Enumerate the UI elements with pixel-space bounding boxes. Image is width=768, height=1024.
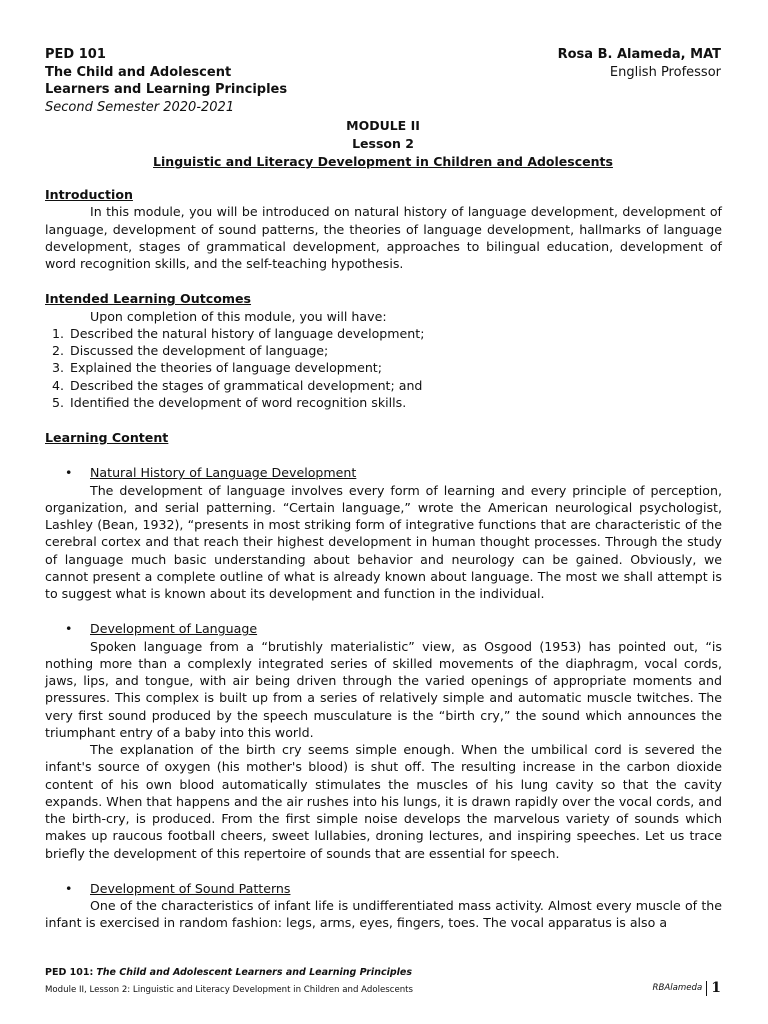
introduction-paragraph: In this module, you will be introduced on natural history of language development, development of language, development of sound patterns, the theories of language development, hallmarks of language development, stages of grammatical development, approaches to bilingual education, development of word recognition skills, and the self-teaching hypothesis. (45, 204, 722, 271)
section-title: Natural History of Language Development (90, 465, 357, 481)
outcomes-heading: Intended Learning Outcomes (45, 291, 252, 307)
section-heading-sound-patterns (45, 880, 722, 897)
lesson-topic: Linguistic and Literacy Development in Children and Adolescents (153, 154, 613, 169)
footer-module-line: Module II, Lesson 2: Linguistic and Literacy Development in Children and Adolescents (45, 985, 414, 995)
author-header (558, 46, 721, 81)
module-title: MODULE II (346, 118, 420, 133)
outcome-item: 1. Described the natural history of language development; (68, 325, 722, 342)
footer-divider (706, 981, 707, 996)
author-name: Rosa B. Alameda, MAT (557, 47, 721, 62)
outcomes-list (45, 325, 722, 411)
section-paragraph: One of the characteristics of infant life is undifferentiated mass activity. Almost every muscle of the infant is exercised in random fashion: legs, arms, eyes, fingers, toes. The vocal apparatus is also a (45, 898, 722, 931)
page-number-block (652, 980, 721, 996)
section-paragraph: The development of language involves every form of learning and every principle of perception, organization, and serial patterning. “Certain language,” wrote the American neurological psychologist, Lashley (Bean, 1932), “presents in most striking form of integrative functions that are characteristic of the cerebral cortex and that reach their highest development in human thought processes. Through the study of language much basic understanding about behavior and neurology can be gained. Obviously, we cannot present a complete outline of what is already known about language. The most we shall attempt is to suggest what is known about its development and function in the individual. (45, 482, 722, 601)
section-title: Development of Language (90, 621, 258, 637)
section-title: Development of Sound Patterns (90, 880, 291, 896)
footer-course-line (45, 966, 721, 979)
outcome-item: 3. Explained the theories of language development; (68, 359, 722, 376)
bullet-icon: • (65, 465, 73, 481)
document-body (45, 186, 722, 932)
footer-course-code: PED 101: (45, 967, 94, 978)
section-heading-natural-history (45, 464, 722, 481)
course-title-line-1: The Child and Adolescent (45, 64, 232, 80)
outcome-item: 2. Discussed the development of language; (68, 342, 722, 359)
course-code: PED 101 (45, 47, 106, 62)
bullet-icon: • (65, 621, 73, 637)
footer-course-title: The Child and Adolescent Learners and Learning Principles (96, 967, 412, 978)
introduction-heading: Introduction (45, 187, 133, 202)
author-role: English Professor (609, 64, 721, 80)
outcomes-lead: Upon completion of this module, you will have: (90, 308, 387, 324)
bullet-icon: • (65, 880, 73, 896)
semester: Second Semester 2020-2021 (45, 99, 235, 115)
page-number: 1 (711, 980, 721, 996)
section-heading-development-of-language (45, 620, 722, 637)
footer-signature: RBAlameda (652, 983, 703, 993)
course-header (45, 46, 287, 116)
section-paragraph: Spoken language from a “brutishly materialistic” view, as Osgood (1953) has pointed out, “is nothing more than a complexly integrated series of skilled movements of the diaphragm, vocal cords, jaws, lips, and tongue, with air being driven through the varied openings of appropriate moments and pressures. This complex is built up from a series of relatively simple and automatic muscle twitches. The very first sound produced by the speech musculature is the “birth cry,” the sound which announces the triumphant entry of a baby into this world. (45, 638, 722, 740)
course-title-line-2: Learners and Learning Principles (45, 82, 288, 97)
outcome-item: 4. Described the stages of grammatical development; and (68, 377, 722, 394)
lesson-title: Lesson 2 (352, 136, 414, 151)
outcome-item: 5. Identified the development of word recognition skills. (68, 394, 722, 411)
section-paragraph: The explanation of the birth cry seems simple enough. When the umbilical cord is severed the infant's source of oxygen (his mother's blood) is shut off. The resulting increase in the carbon dioxide content of his own blood automatically stimulates the muscles of his lung cavity so that the cavity expands. When that happens and the air rushes into his lungs, it is drawn rapidly over the vocal cords, and the birth-cry, is produced. From the first simple noise develops the marvelous variety of sounds which makes up raucous football cheers, sweet lullabies, droning lectures, and inspiring speeches. Let us trace briefly the development of this repertoire of sounds that are essential for speech. (45, 742, 722, 861)
learning-content-heading: Learning Content (45, 430, 169, 445)
